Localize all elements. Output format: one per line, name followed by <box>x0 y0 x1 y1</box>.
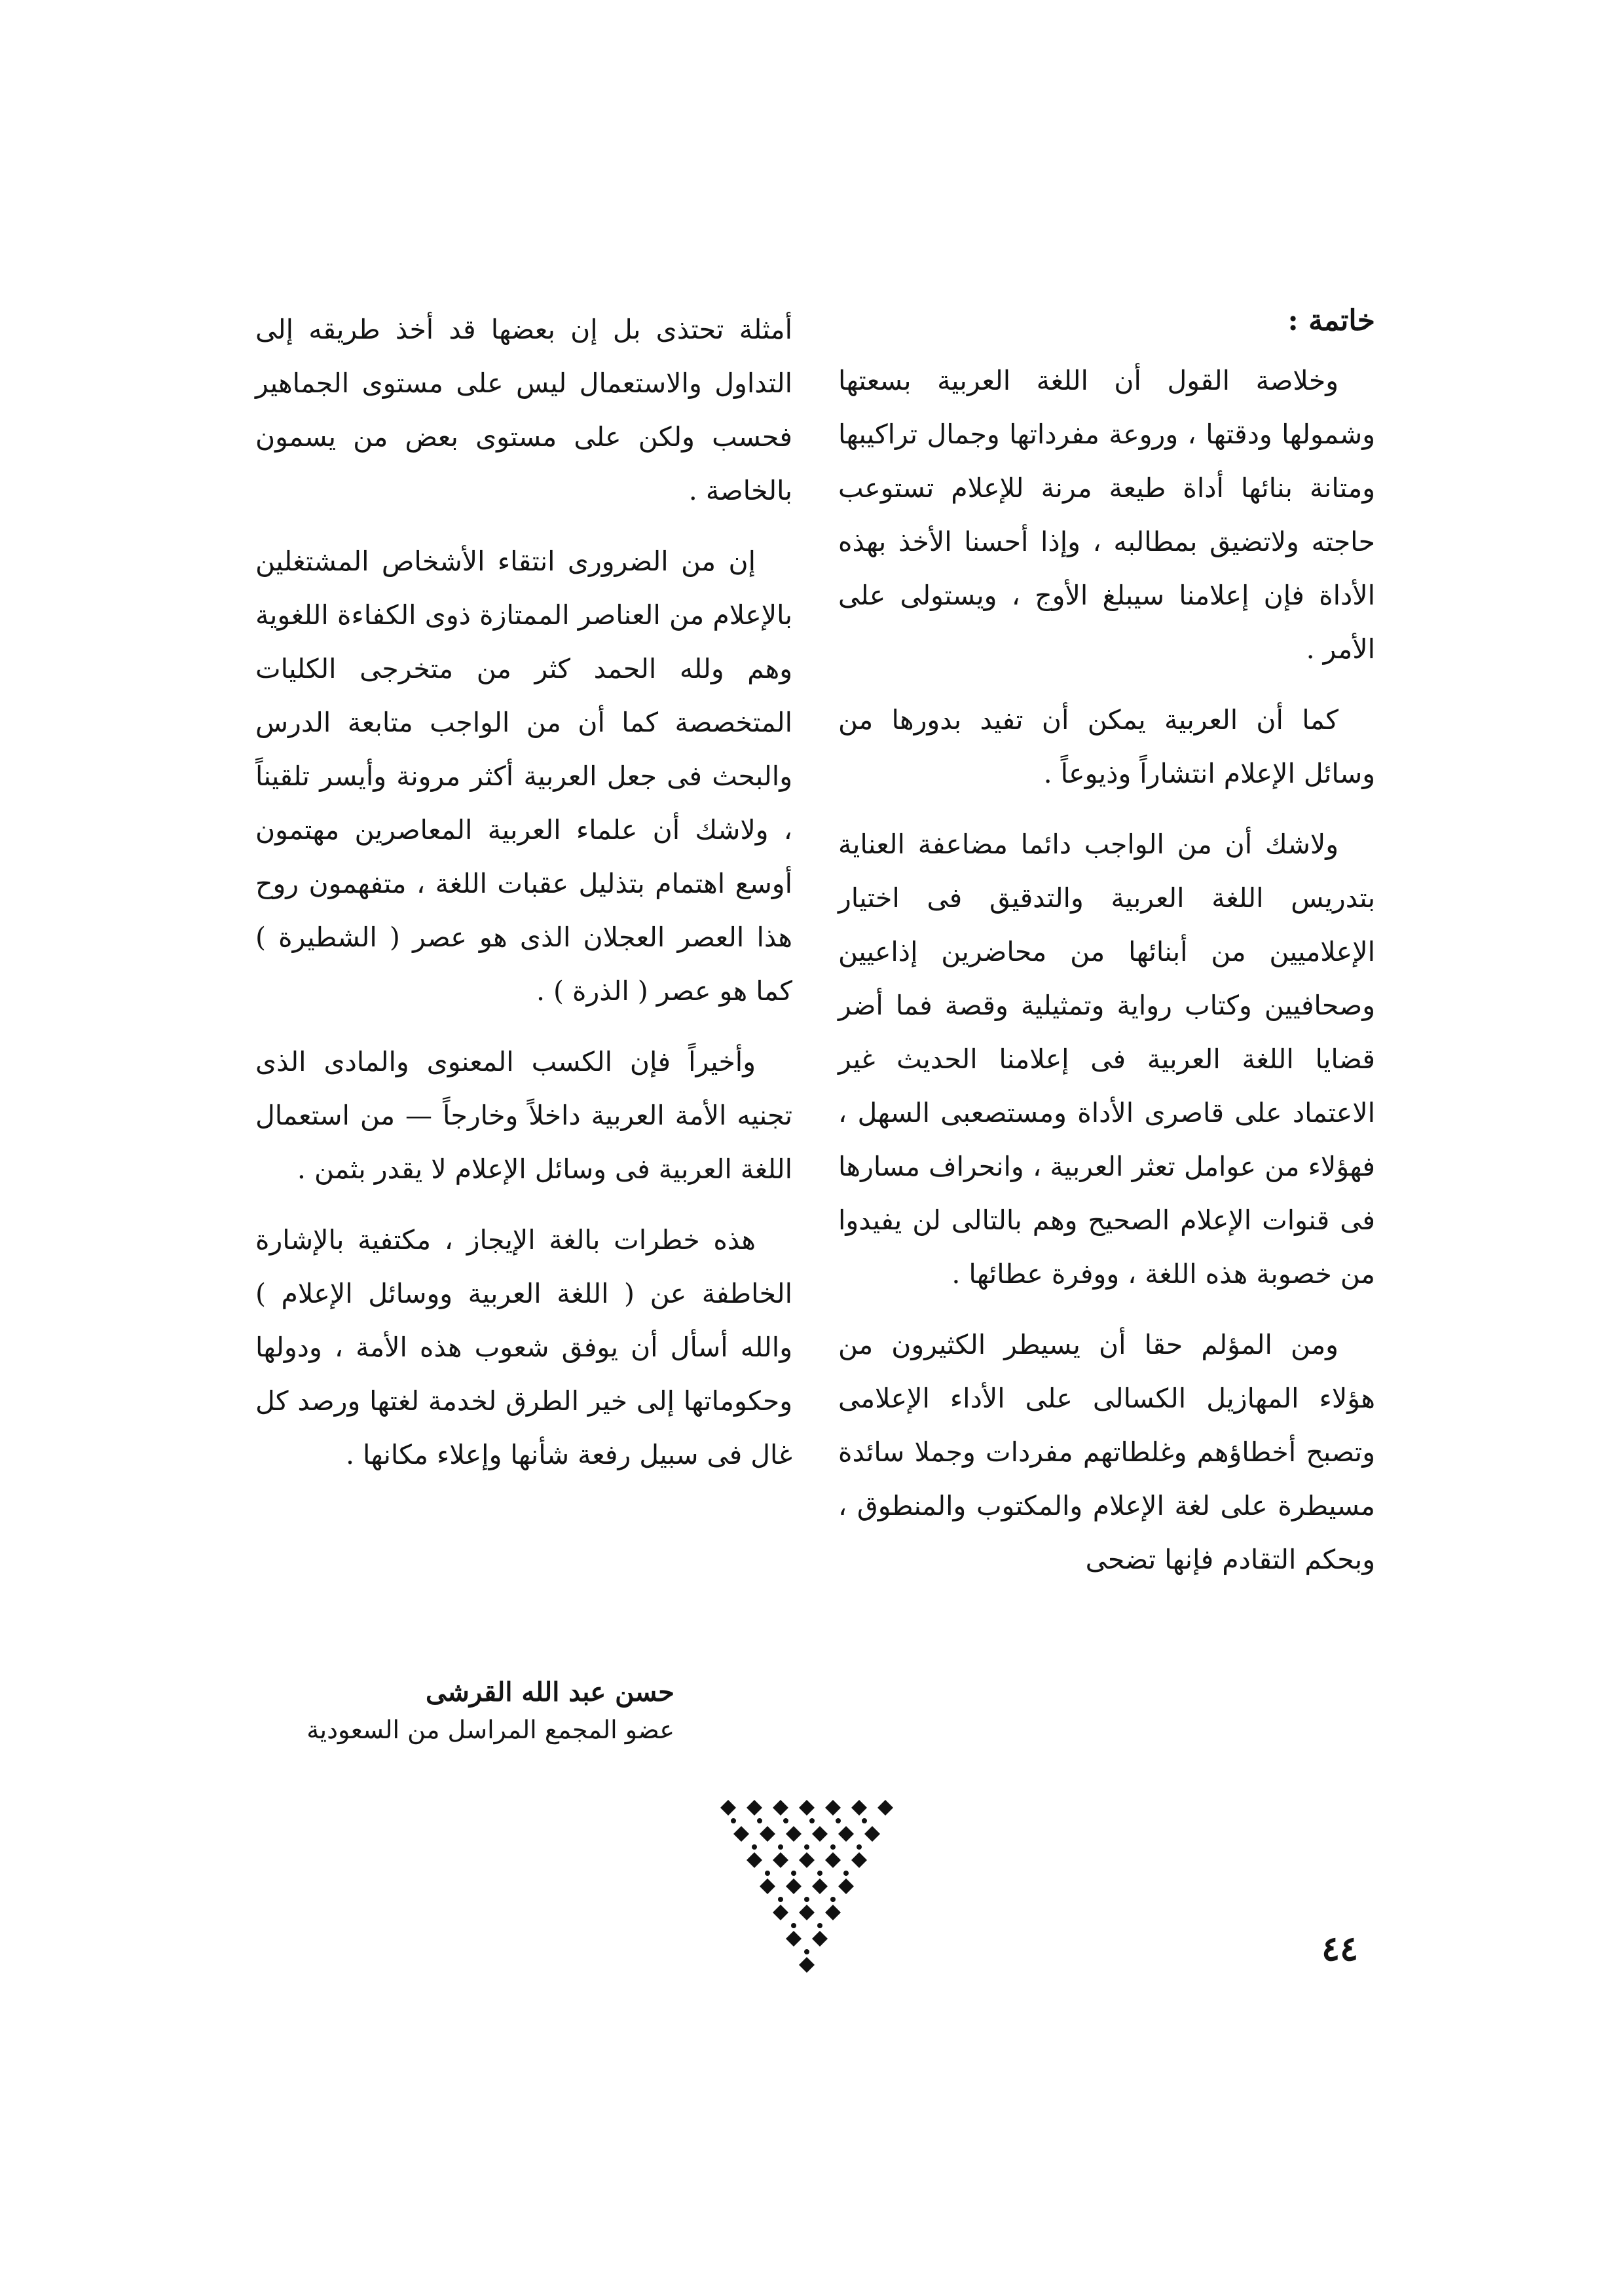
page-number: ٤٤ <box>1321 1929 1358 1969</box>
paragraph: كما أن العربية يمكن أن تفيد بدورها من وسائل الإعلام انتشاراً وذيوعاً . <box>838 704 1375 789</box>
diamond-ornament-icon <box>707 1782 917 1978</box>
paragraph: ولاشك أن من الواجب دائما مضاعفة العناية بتدريس اللغة العربية والتدقيق فى اختيار الإعلاميين من أبنائها من محاضرين إذاعيين وصحافيين وكتاب رواية وتمثيلية وقصة فما أضر قضايا اللغة العربية فى إعلامنا الحديث غير الاعتماد على قاصرى الأداة ومستصعبى السهل ، فهؤلاء من عوامل تعثر العربية ، وانحراف مسارها فى قنوات الإعلام الصحيح وهم بالتالى لن يفيدوا من خصوبة هذه اللغة ، ووفرة عطائها . <box>838 829 1375 1290</box>
left-column <box>255 303 792 1499</box>
paragraph: وخلاصة القول أن اللغة العربية بسعتها وشمولها ودقتها ، وروعة مفرداتها وجمال تراكيبها ومتانة بنائها أداة طيعة مرنة للإعلام تستوعب حاجته ولاتضيق بمطالبه ، وإذا أحسنا الأخذ بهذه الأداة فإن إعلامنا سيبلغ الأوج ، ويستولى على الأمر . <box>838 365 1375 665</box>
paragraph: ومن المؤلم حقا أن يسيطر الكثيرون من هؤلاء المهازيل الكسالى على الأداء الإعلامى وتصبح أخطاؤهم وغلطاتهم مفردات وجملا سائدة مسيطرة على لغة الإعلام والمكتوب والمنطوق ، وبحكم التقادم فإنها تضحى <box>838 1329 1375 1575</box>
paragraph: أمثلة تحتذى بل إن بعضها قد أخذ طريقه إلى التداول والاستعمال ليس على مستوى الجماهير فحسب ولكن على مستوى بعض من يسمون بالخاصة . <box>255 314 792 506</box>
section-heading: خاتمة : <box>1287 304 1375 337</box>
paragraph: هذه خطرات بالغة الإيجاز ، مكتفية بالإشارة الخاطفة عن ( اللغة العربية ووسائل الإعلام ) والله أسأل أن يوفق شعوب هذه الأمة ، ودولها وحكوماتها إلى خير الطرق لخدمة لغتها ورصد كل غال فى سبيل رفعة شأنها وإعلاء مكانها . <box>255 1224 792 1470</box>
right-column <box>838 303 1375 1603</box>
author-name: حسن عبد الله القرشى <box>425 1677 674 1707</box>
author-title: عضو المجمع المراسل من السعودية <box>306 1715 674 1744</box>
paragraph: وأخيراً فإن الكسب المعنوى والمادى الذى تجنيه الأمة العربية داخلاً وخارجاً — من استعمال اللغة العربية فى وسائل الإعلام لا يقدر بثمن . <box>255 1046 792 1185</box>
paragraph: إن من الضرورى انتقاء الأشخاص المشتغلين بالإعلام من العناصر الممتازة ذوى الكفاءة اللغوية وهم ولله الحمد كثر من متخرجى الكليات المتخصصة كما أن من الواجب متابعة الدرس والبحث فى جعل العربية أكثر مرونة وأيسر تلقيناً ، ولاشك أن علماء العربية المعاصرين مهتمون أوسع اهتمام بتذليل عقبات اللغة ، متفهمون روح هذا العصر العجلان الذى هو عصر ( الشطيرة ) كما هو عصر ( الذرة ) . <box>255 546 792 1007</box>
author-signature <box>255 1674 674 1749</box>
